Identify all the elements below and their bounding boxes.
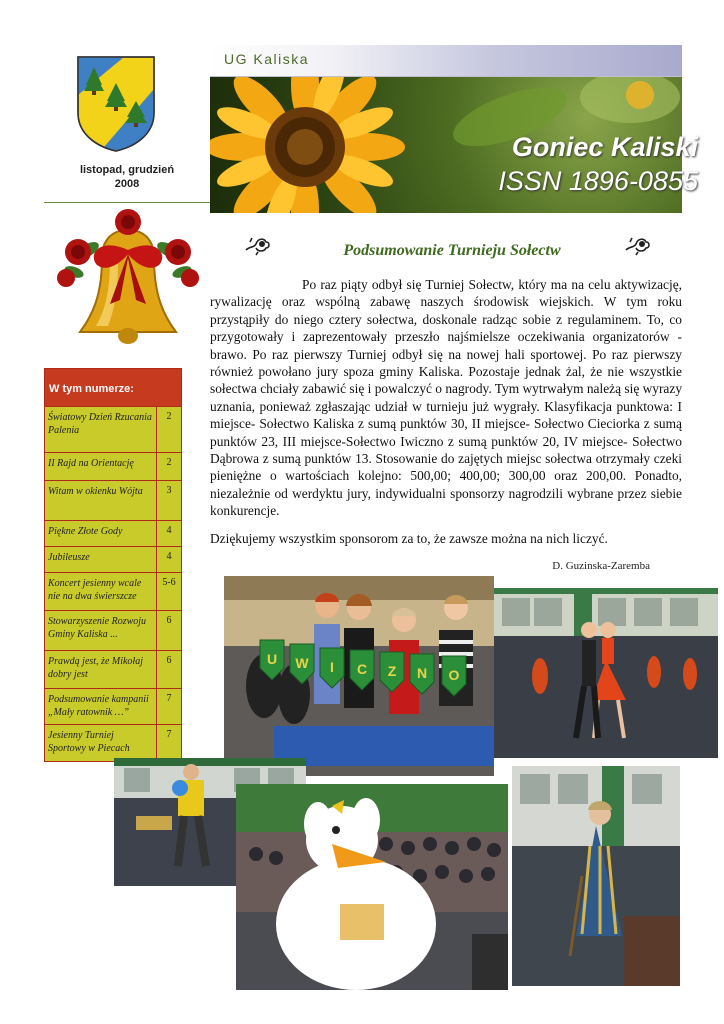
banner-letter: O bbox=[448, 667, 460, 683]
banner-letter: I bbox=[330, 659, 334, 675]
banner-letter: W bbox=[295, 655, 309, 671]
contents-item-page: 5-6 bbox=[162, 577, 176, 588]
contents-item[interactable] bbox=[45, 573, 181, 611]
contents-item-page: 4 bbox=[166, 525, 172, 536]
contents-item[interactable] bbox=[45, 481, 181, 521]
contents-table bbox=[44, 368, 182, 762]
contents-item[interactable] bbox=[45, 689, 181, 725]
contents-item[interactable] bbox=[45, 611, 181, 651]
article-paragraph: Po raz piąty odbył się Turniej Sołectw, który ma na celu aktywizację, rywalizację oraz wspólną zabawę naszych środowisk wiejskich. W tym roku przystąpiły do niego cztery sołectwa, doskonale radząc sobie z regulaminem. To, co przygotowały i zaprezentowały przeszło najśmielsze oczekiwania organizatorów - brawo. Po raz pierwszy Turniej odbył się na nowej hali sportowej. Po raz pierwszy również powołano jury spoza gminy Kaliska. Pozostaje jednak żal, że nie wszystkie sołectwa chciały zabawić się i powalczyć o nagrody. Tym wytrwałym należą się wyrazy uznania, ponieważ zgłaszając udział w turnieju już wygrały. Klasyfikacja punktowa: I miejsce- Sołectwo Kaliska z sumą punktów 30, II miejsce- Sołectwo Cieciorka z sumą punktów 23, III miejsce-Sołectwo Iwiczno z sumą punktów 20, IV miejsce- Sołectwo Dąbrowa z sumą punktów 13. Stosowanie do zajętych miejsc sołectwa otrzymały czeki pieniężne o wartościach kolejno: 500,00; 400,00; 300,00 oraz 200,00. Ponadto, niezależnie od werdyktu jury, indywidualni sponsorzy nagrodzili wybrane przez siebie konkurencje. bbox=[210, 277, 683, 519]
magazine-issn: ISSN 1896-0855 bbox=[498, 166, 698, 196]
banner-letter: Z bbox=[387, 663, 397, 679]
contents-item-title: II Rajd na Orientację bbox=[45, 453, 157, 480]
contents-item[interactable] bbox=[45, 453, 181, 481]
contents-item[interactable] bbox=[45, 547, 181, 573]
photo-duck-costume bbox=[236, 784, 508, 990]
article-signature: D. Guzinska-Zaremba bbox=[552, 560, 650, 572]
contents-item[interactable] bbox=[45, 521, 181, 547]
photo-striped-costume bbox=[512, 766, 680, 986]
contents-item[interactable] bbox=[45, 407, 181, 453]
contents-item-title: Koncert jesienny wcale nie na dwa świerszcze bbox=[45, 573, 157, 610]
divider bbox=[44, 202, 210, 203]
contents-item[interactable] bbox=[45, 651, 181, 689]
contents-item[interactable] bbox=[45, 725, 181, 761]
publisher-label: UG Kaliska bbox=[224, 51, 310, 67]
banner-letter: U bbox=[266, 651, 278, 667]
contents-item-page: 6 bbox=[166, 615, 172, 626]
contents-item-page: 6 bbox=[166, 655, 172, 666]
article-title: Podsumowanie Turnieju Sołectw bbox=[343, 242, 561, 259]
photo-children-banner bbox=[224, 576, 494, 776]
contents-item-title: Prawdą jest, że Mikołaj dobry jest bbox=[45, 651, 157, 688]
banner-letter: N bbox=[416, 665, 428, 681]
coat-of-arms-icon bbox=[76, 55, 156, 153]
christmas-bell-icon bbox=[52, 208, 204, 358]
contents-item-page: 3 bbox=[166, 485, 172, 496]
issue-year: 2008 bbox=[114, 178, 140, 190]
contents-item-title: Piękne Złote Gody bbox=[45, 521, 157, 546]
magazine-title: Goniec Kaliski bbox=[511, 132, 698, 162]
contents-item-title: Witam w okienku Wójta bbox=[45, 481, 157, 520]
contents-item-page: 2 bbox=[166, 411, 172, 422]
issue-month: listopad, grudzień bbox=[79, 164, 175, 176]
contents-item-title: Światowy Dzień Rzucania Palenia bbox=[45, 407, 157, 452]
banner-letter: C bbox=[356, 661, 368, 677]
contents-item-title: Jubileusze bbox=[45, 547, 157, 572]
contents-item-page: 2 bbox=[166, 457, 172, 468]
flower-ornament-icon bbox=[624, 236, 652, 256]
article-paragraph: Dziękujemy wszystkim sponsorom za to, że zawsze można na nich liczyć. bbox=[210, 530, 608, 546]
photo-dancers bbox=[494, 588, 718, 758]
contents-item-title: Stowarzyszenie Rozwoju Gminy Kaliska ... bbox=[45, 611, 157, 650]
contents-item-page: 7 bbox=[166, 693, 172, 704]
contents-item-page: 4 bbox=[166, 551, 172, 562]
contents-item-page: 7 bbox=[166, 729, 172, 740]
contents-item-title: Podsumowanie kampanii „Mały ratownik …” bbox=[45, 689, 157, 724]
issue-date bbox=[44, 163, 210, 191]
contents-item-title: Jesienny Turniej Sportowy w Piecach bbox=[45, 725, 157, 761]
contents-heading: W tym numerze: bbox=[45, 369, 181, 407]
article-body bbox=[210, 276, 682, 547]
